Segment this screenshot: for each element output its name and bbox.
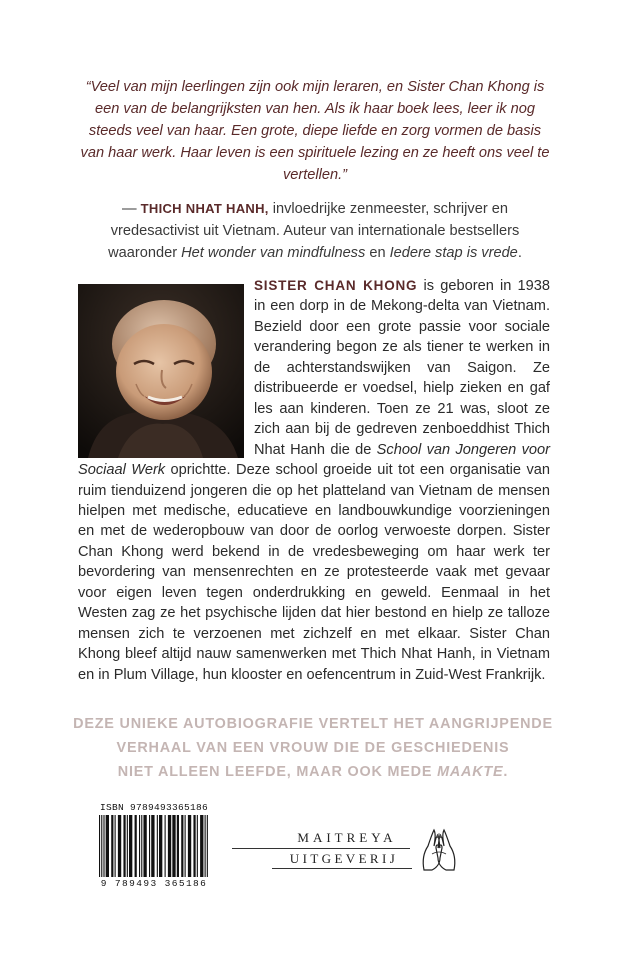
isbn-digits: 9 789493 365186 bbox=[100, 878, 208, 889]
barcode-bar bbox=[135, 815, 137, 877]
barcode-bar bbox=[188, 815, 191, 877]
barcode-bar bbox=[207, 815, 208, 877]
barcode-bar bbox=[159, 815, 162, 877]
barcode-bar bbox=[101, 815, 102, 877]
barcode-icon bbox=[99, 815, 209, 877]
publisher-logo bbox=[232, 818, 472, 884]
barcode-bar bbox=[143, 815, 146, 877]
barcode-bar bbox=[141, 815, 142, 877]
barcode-bar bbox=[200, 815, 203, 877]
barcode-bar bbox=[205, 815, 206, 877]
isbn-label: ISBN 9789493365186 bbox=[99, 802, 209, 813]
connector: en bbox=[365, 245, 390, 261]
barcode-bar bbox=[177, 815, 179, 877]
attribution-end: . bbox=[517, 245, 522, 261]
barcode-bar bbox=[99, 815, 100, 877]
tagline-made-word: MAAKTE bbox=[437, 764, 504, 780]
barcode-bar bbox=[197, 815, 198, 877]
tagline bbox=[40, 712, 586, 784]
isbn-barcode bbox=[93, 800, 215, 890]
tagline-line-2: VERHAAL VAN EEN VROUW DIE DE GESCHIEDENIS bbox=[116, 740, 510, 756]
bio-text-part-1: is geboren in 1938 in een dorp in de Mekong-delta van Vietnam. Bezield door een grote passie voor sociale verandering begon ze als tiener te werken in de achterstandswijken van Saigon. Ze distribueerde er voedsel, hielp zieken en gaf les aan kinderen. Toen ze 21 was, sloot ze zich aan bij de gedreven zenboeddhist Thich Nhat Hanh die de bbox=[254, 278, 550, 458]
barcode-bar bbox=[111, 815, 113, 877]
publisher-name-line-1: MAITREYA bbox=[297, 830, 397, 845]
tagline-line-3 bbox=[40, 760, 586, 784]
barcode-bar bbox=[118, 815, 121, 877]
barcode-bar bbox=[123, 815, 125, 877]
barcode-bar bbox=[127, 815, 128, 877]
publisher-rule-bottom bbox=[272, 868, 412, 869]
photo-spacer bbox=[78, 276, 254, 456]
publisher-rule-top bbox=[232, 848, 410, 849]
endorsement-quote: “Veel van mijn leerlingen zijn ook mijn leraren, en Sister Chan Khong is een van de belangrijksten van hen. Als ik haar boek lees, leer ik nog steeds veel van haar. Een grote, diepe liefde en zorg vormen de basis van haar werk. Haar leven is een spirituele lezing en ze heeft ons veel te vertellen.” bbox=[80, 79, 550, 183]
barcode-bar bbox=[157, 815, 158, 877]
bio-school-name: School van Jongeren voor Sociaal Werk bbox=[78, 441, 550, 479]
quote-author: THICH NHAT HANH, bbox=[140, 201, 269, 216]
barcode-bar bbox=[185, 815, 186, 877]
barcode-bar bbox=[129, 815, 132, 877]
tagline-line-1: DEZE UNIEKE AUTOBIOGRAFIE VERTELT HET AANGRIJPENDE bbox=[73, 716, 553, 732]
bio-text-part-2: oprichtte. Deze school groeide uit tot een organisatie van ruim tienduizend jongeren die op het platteland van Vietnam de mensen hielpen met medische, educatieve en landbouwkundige voorzieningen en met de wederopbouw van door de oorlog verwoeste dorpen. Sister Chan Khong werd bekend in de vredesbeweging om haar werk ter bevordering van mensenrechten en ze protesteerde vaak met gevaar voor eigen leven tegen onderdrukking en geweld. Eenmaal in het Westen zag ze het psychische lijden dat hier bestond en hielp ze talloze mensen zich te verzoenen met zichzelf en met elkaar. Sister Chan Khong bleef altijd nauw samenwerken met Thich Nhat Hanh, in Vietnam en in Plum Village, hun klooster en oefencentrum in Zuid-West Frankrijk. bbox=[78, 462, 551, 683]
attribution-dash: — bbox=[122, 201, 141, 217]
barcode-bar bbox=[106, 815, 109, 877]
barcode-bar bbox=[172, 815, 175, 877]
barcode-bar bbox=[103, 815, 104, 877]
book-title-1: Het wonder van mindfulness bbox=[181, 245, 366, 261]
barcode-bar bbox=[165, 815, 166, 877]
barcode-bar bbox=[115, 815, 116, 877]
barcode-bar bbox=[168, 815, 171, 877]
barcode-bar bbox=[151, 815, 154, 877]
bio-author-name: SISTER CHAN KHONG bbox=[254, 278, 418, 293]
publisher-name-line-2: UITGEVERIJ bbox=[289, 851, 399, 866]
quote-block bbox=[78, 76, 552, 264]
tagline-period: . bbox=[503, 764, 509, 780]
author-biography bbox=[78, 276, 550, 685]
tagline-line-3-text: NIET ALLEEN LEEFDE, MAAR OOK MEDE bbox=[117, 764, 438, 780]
author-description: invloedrijke zenmeester, schrijver en vredesactivist uit Vietnam. Auteur van internationale bestsellers waaronder bbox=[108, 201, 520, 261]
barcode-bar bbox=[193, 815, 195, 877]
quote-attribution bbox=[78, 198, 552, 264]
barcode-bar bbox=[181, 815, 183, 877]
barcode-bar bbox=[149, 815, 150, 877]
book-title-2: Iedere stap is vrede bbox=[389, 245, 518, 261]
barcode-bar bbox=[139, 815, 140, 877]
hands-icon bbox=[414, 824, 464, 876]
